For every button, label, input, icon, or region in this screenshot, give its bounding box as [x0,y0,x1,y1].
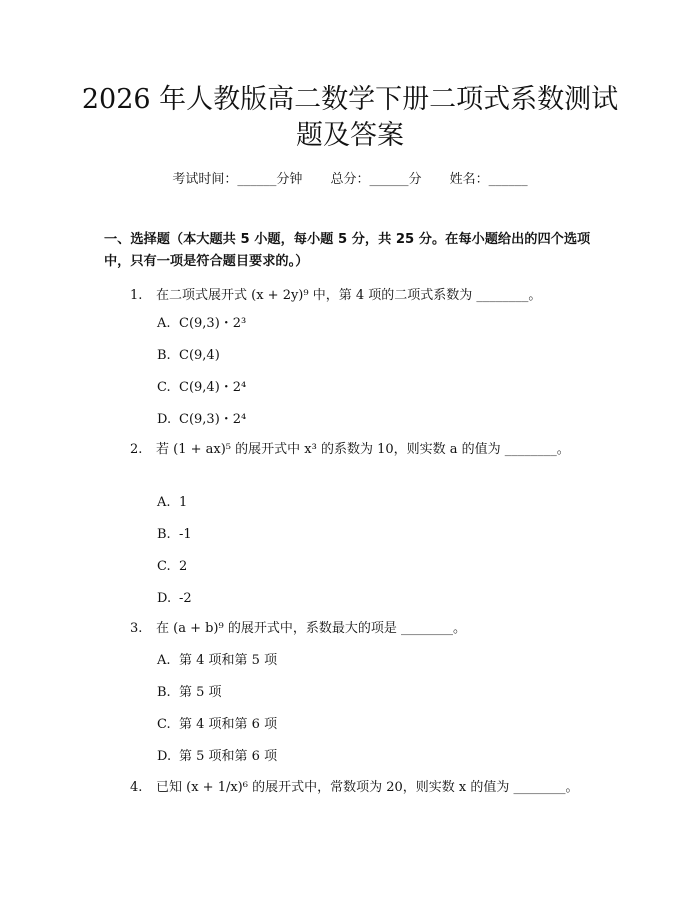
option-label: C. [157,717,171,732]
option-label: B. [157,527,171,542]
exam-time: 考试时间：______分钟 [172,172,303,187]
option-text: -2 [179,591,192,606]
exam-meta [0,168,700,187]
option-text: -1 [179,527,192,542]
option-d [157,748,277,766]
question-1 [104,282,584,310]
question-2 [104,436,584,464]
title-line-1: 2026 年人教版高二数学下册二项式系数测试 [81,84,619,115]
option-label: C. [157,559,171,574]
option-label: D. [157,591,172,606]
question-number: 2. [130,442,143,457]
question-3 [104,615,584,643]
option-b [157,684,222,702]
question-text: 在 (a + b)⁹ 的展开式中，系数最大的项是 ________。 [156,621,466,636]
option-text: 1 [179,495,188,510]
option-label: C. [157,380,171,395]
option-label: A. [157,316,171,331]
section-heading: 一、选择题（本大题共 5 小题，每小题 5 分，共 25 分。在每小题给出的四个选项中，只有一项是符合题目要求的。） [104,232,591,269]
option-text: 第 5 项和第 6 项 [179,749,278,764]
option-c [157,558,187,576]
option-text: 第 4 项和第 5 项 [179,653,278,668]
option-b [157,526,192,544]
option-text: C(9,4)・2⁴ [179,380,247,395]
option-label: D. [157,412,172,427]
question-text: 若 (1 + ax)⁵ 的展开式中 x³ 的系数为 10，则实数 a 的值为 ________。 [156,442,570,457]
option-a [157,494,187,512]
title-line-2: 题及答案 [296,120,404,151]
option-d [157,411,246,429]
option-label: B. [157,348,171,363]
question-number: 3. [130,621,143,636]
option-a [157,652,277,670]
option-text: 2 [179,559,188,574]
option-text: 第 5 项 [179,685,222,700]
question-number: 4. [130,780,143,795]
question-4 [104,774,584,802]
option-text: C(9,3)・2⁴ [179,412,247,427]
question-number: 1. [130,288,143,303]
question-text: 在二项式展开式 (x + 2y)⁹ 中，第 4 项的二项式系数为 ________。 [156,288,542,303]
question-text: 已知 (x + 1/x)⁶ 的展开式中，常数项为 20，则实数 x 的值为 ________。 [156,780,579,795]
total-score: 总分：______分 [330,172,422,187]
option-d [157,590,192,608]
option-label: B. [157,685,171,700]
option-b [157,347,220,365]
option-a [157,315,246,333]
option-label: A. [157,495,171,510]
option-c [157,716,277,734]
option-c [157,379,246,397]
option-text: C(9,3)・2³ [179,316,247,331]
option-text: 第 4 项和第 6 项 [179,717,278,732]
option-label: A. [157,653,171,668]
option-label: D. [157,749,172,764]
document-title [60,82,640,154]
student-name: 姓名：______ [449,172,528,187]
option-text: C(9,4) [179,348,220,363]
